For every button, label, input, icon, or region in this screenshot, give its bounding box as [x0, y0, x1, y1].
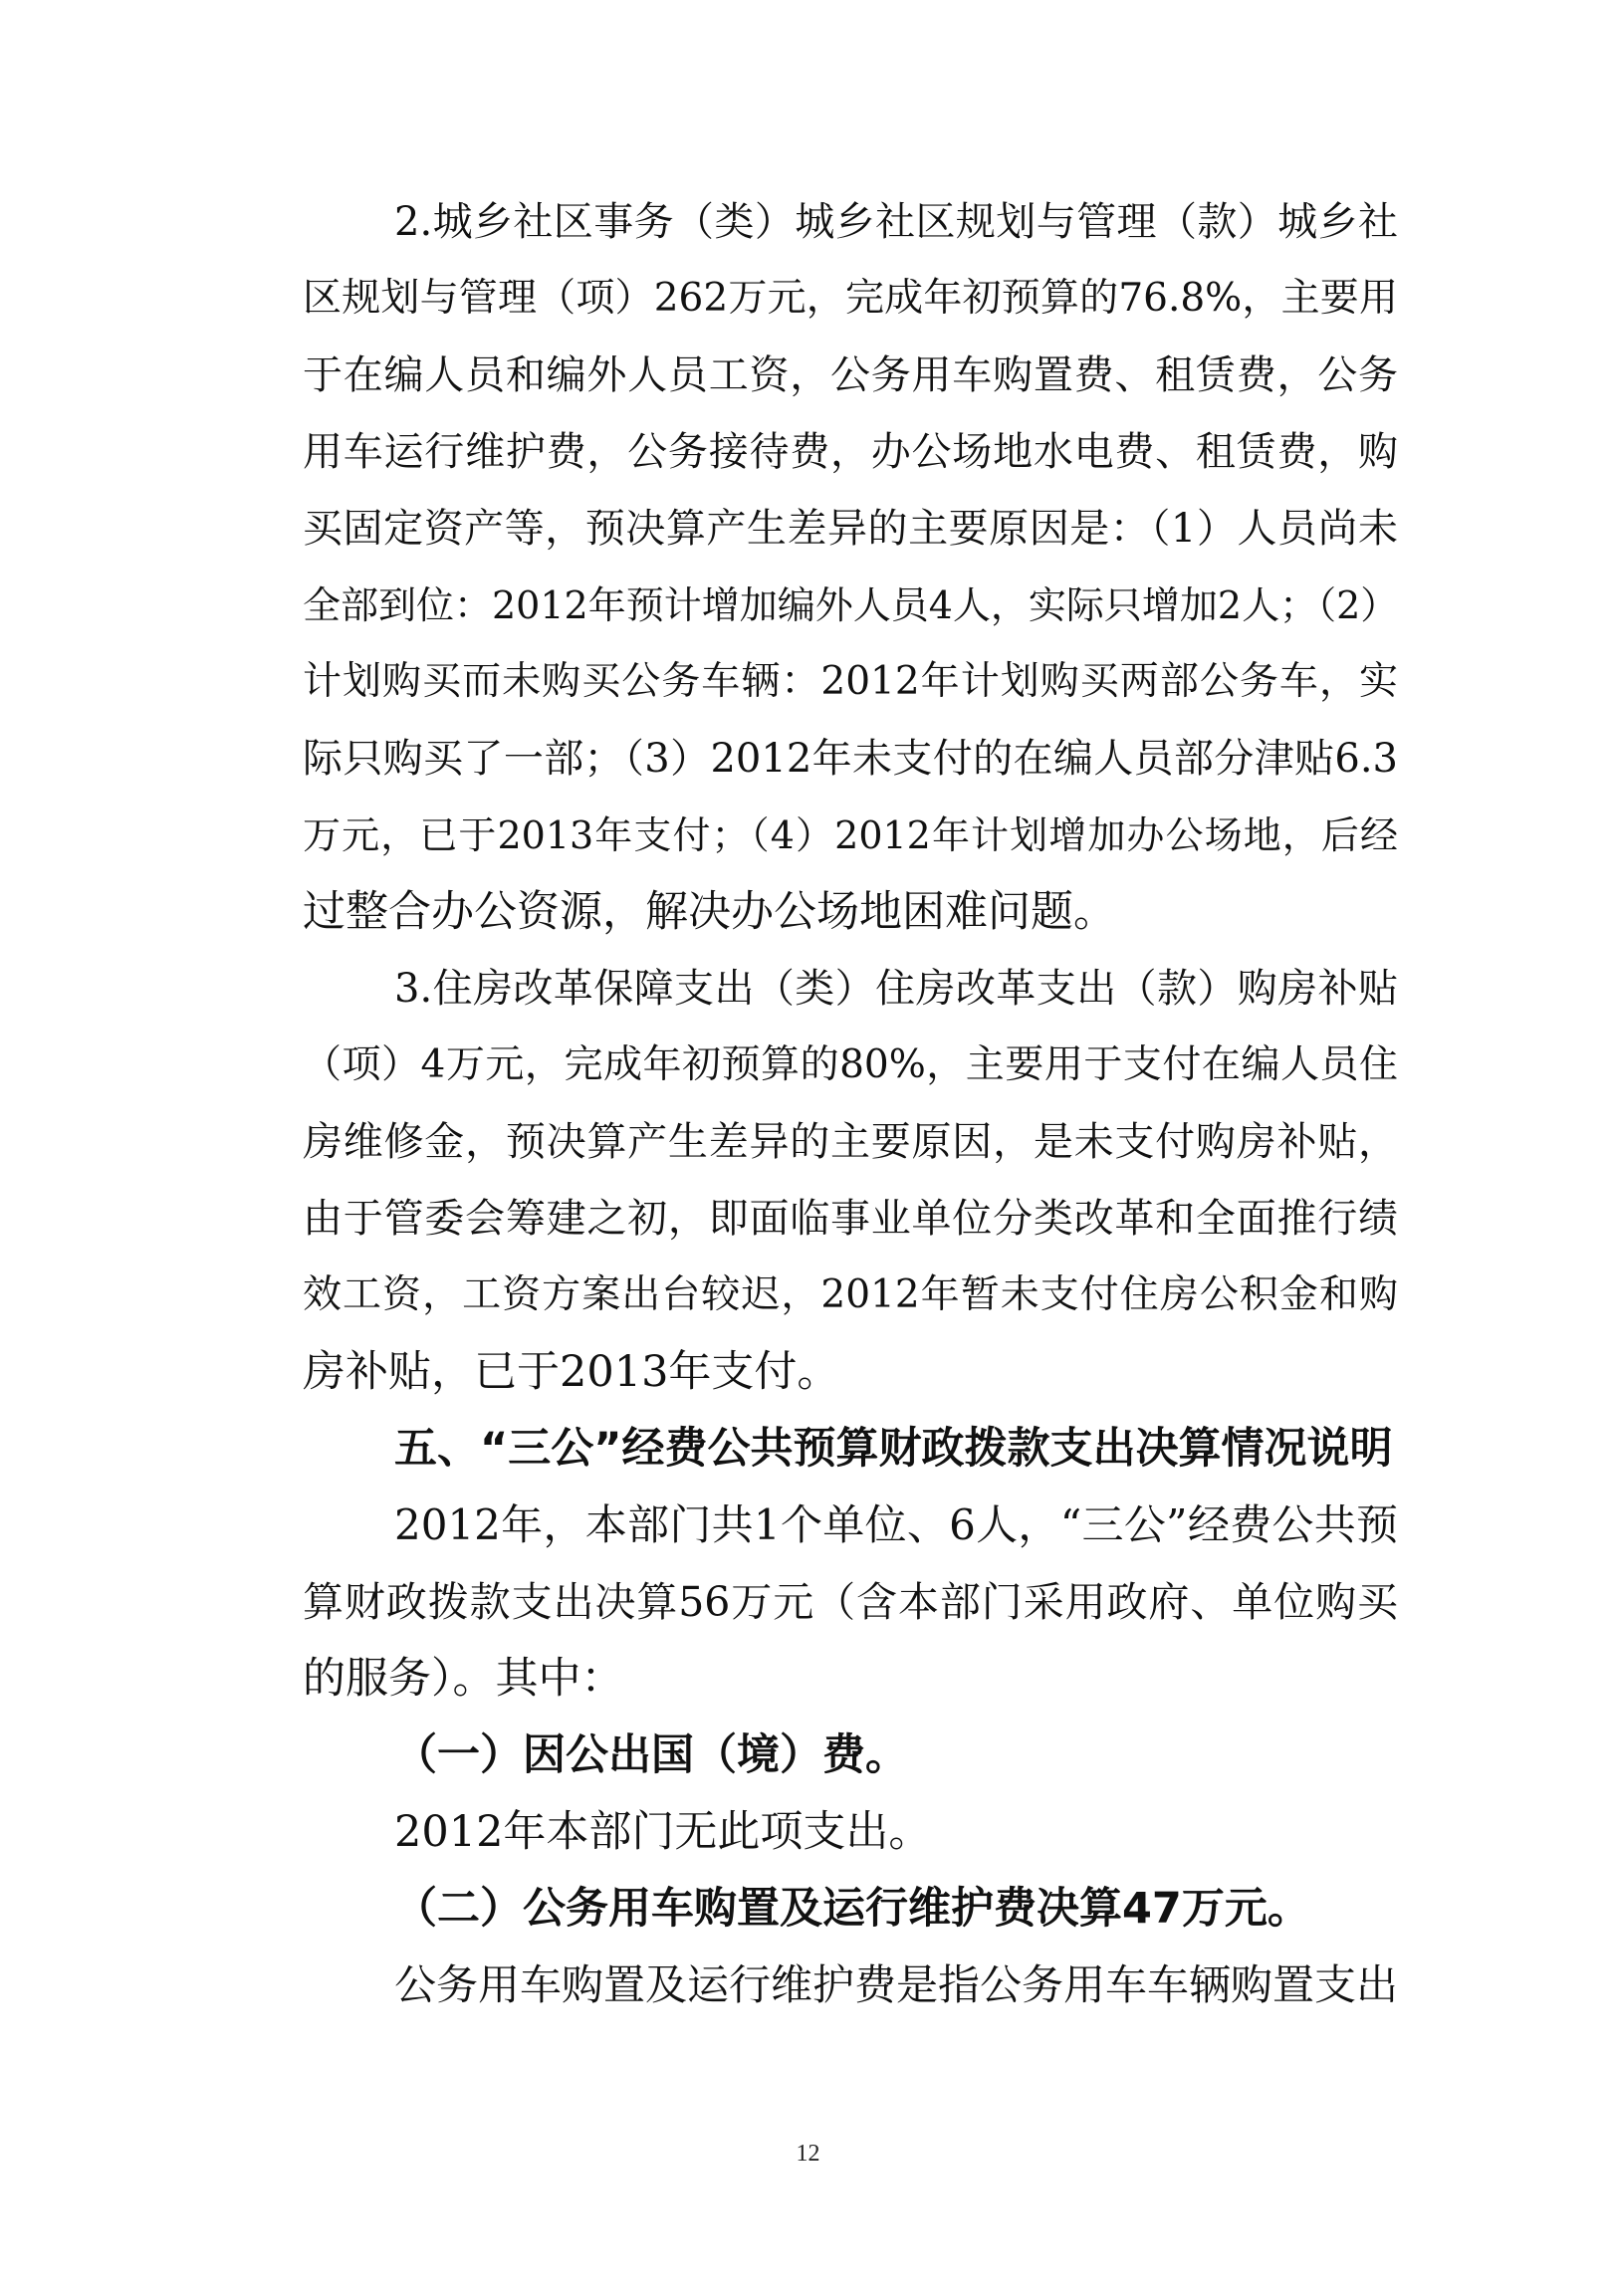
paragraph-line: 万元，已于2013年支付；（4）2012年计划增加办公场地，后经: [303, 813, 1398, 857]
paragraph-line: 用车运行维护费，公务接待费，办公场地水电费、租赁费，购: [303, 429, 1398, 475]
paragraph-line: 算财政拨款支出决算56万元（含本部门采用政府、单位购买: [303, 1578, 1398, 1626]
paragraph-line: 的服务）。其中：: [303, 1654, 624, 1704]
paragraph-line: 2012年本部门无此项支出。: [394, 1807, 932, 1857]
paragraph-line: 计划购买而未购买公务车辆：2012年计划购买两部公务车，实: [303, 659, 1398, 704]
subsection-heading: （一）因公出国（境）费。: [394, 1730, 908, 1780]
paragraph-line: 2.城乡社区事务（类）城乡社区规划与管理（款）城乡社: [394, 199, 1398, 245]
paragraph-line: 房补贴，已于2013年支付。: [303, 1347, 840, 1397]
paragraph-line: 过整合办公资源，解决办公场地困难问题。: [303, 887, 1116, 937]
paragraph-line: 效工资，工资方案出台较迟，2012年暂未支付住房公积金和购: [303, 1272, 1398, 1317]
paragraph-line: 房维修金，预决算产生差异的主要原因，是未支付购房补贴，: [303, 1119, 1398, 1165]
paragraph-line: 际只购买了一部；（3）2012年未支付的在编人员部分津贴6.3: [303, 736, 1398, 782]
page-number: 12: [796, 2141, 820, 2167]
paragraph-line: 买固定资产等，预决算产生差异的主要原因是：（1）人员尚未: [303, 506, 1398, 552]
subsection-heading: （二）公务用车购置及运行维护费决算47万元。: [394, 1884, 1310, 1934]
paragraph-line: 于在编人员和编外人员工资，公务用车购置费、租赁费，公务: [303, 352, 1398, 398]
paragraph-line: 由于管委会筹建之初，即面临事业单位分类改革和全面推行绩: [303, 1196, 1398, 1242]
paragraph-line: （项）4万元，完成年初预算的80%，主要用于支付在编人员住: [303, 1042, 1398, 1087]
paragraph-line: 全部到位：2012年预计增加编外人员4人，实际只增加2人；（2）: [303, 583, 1399, 627]
section-heading: 五、“三公”经费公共预算财政拨款支出决算情况说明: [394, 1424, 1393, 1474]
paragraph-line: 2012年，本部门共1个单位、6人，“三公”经费公共预: [394, 1500, 1398, 1549]
paragraph-line: 公务用车购置及运行维护费是指公务用车车辆购置支出: [394, 1960, 1399, 2009]
paragraph-line: 3.住房改革保障支出（类）住房改革支出（款）购房补贴: [394, 966, 1398, 1012]
paragraph-line: 区规划与管理（项）262万元，完成年初预算的76.8%，主要用: [303, 276, 1398, 321]
